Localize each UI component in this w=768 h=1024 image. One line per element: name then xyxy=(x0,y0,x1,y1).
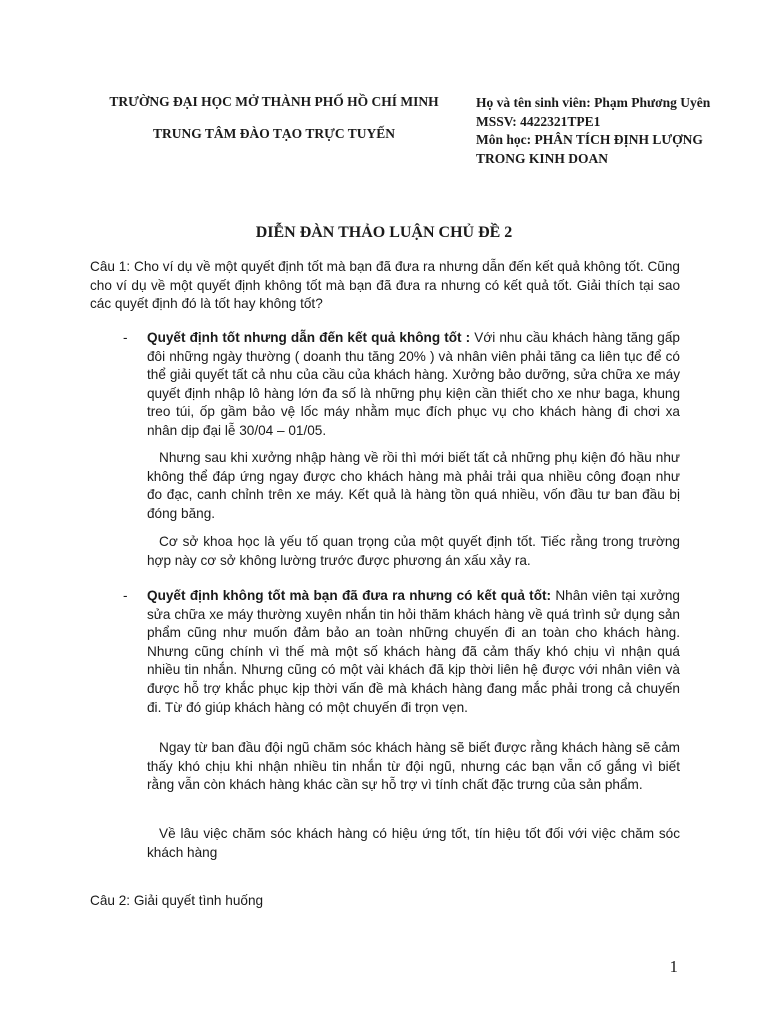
center-name: TRUNG TÂM ĐÀO TẠO TRỰC TUYẾN xyxy=(153,126,395,141)
page-number: 1 xyxy=(669,957,678,976)
bullet-body xyxy=(147,587,680,717)
university-name: TRƯỜNG ĐẠI HỌC MỞ THÀNH PHỐ HỒ CHÍ MINH xyxy=(109,94,439,109)
paragraph-1: Nhưng sau khi xưởng nhập hàng về rồi thì mới biết tất cả những phụ kiện đó hầu như không thể đáp ứng ngay được cho khách hàng mà phải trải qua nhiều công đoạn như đo đạc, canh chỉnh trên xe máy. Kết quả là hàng tồn quá nhiều, vốn đầu tư ban đầu bị đóng băng. xyxy=(147,450,680,521)
student-id: MSSV: 4422321TPE1 xyxy=(476,113,601,129)
header-left xyxy=(82,94,466,142)
bullet-heading: Quyết định không tốt mà bạn đã đưa ra nhưng có kết quả tốt: xyxy=(147,588,552,603)
header-right xyxy=(476,94,716,168)
bullet-item-bad-decision xyxy=(123,587,680,717)
bullet-dash: - xyxy=(123,330,128,345)
paragraph-3: Ngay từ ban đầu đội ngũ chăm sóc khách hàng sẽ biết được rằng khách hàng sẽ cảm thấy khó chịu khi nhận nhiều tin nhắn từ đội ngũ, nhưng các bạn vẫn cố gắng vì biết rằng vẫn còn khách hàng khác cần sự hỗ trợ vì tính chất đặc trưng của sản phẩm. xyxy=(147,740,680,793)
bullet-text: Với nhu cầu khách hàng tăng gấp đôi những ngày thường ( doanh thu tăng 20% ) và nhân viên phải tăng ca liên tục để có thể giải quyết tất cả nhu của cầu của khách hàng. Xưởng bảo dưỡng, sửa chữa xe máy quyết định nhập lô hàng lớn đa số là những phụ kiện cần thiết cho xe như baga, khung treo túi, ốp gầm bảo vệ lốc máy nhằm mục đích phục vụ cho khách hàng đi chơi xa nhân dịp đại lễ 30/04 – 01/05. xyxy=(147,330,680,438)
bullet-text: Nhân viên tại xưởng sửa chữa xe máy thường xuyên nhắn tin hỏi thăm khách hàng về quá trình sử dụng sản phẩm cũng như muốn đảm bảo an toàn những chuyến đi an toàn cho khách hàng. Nhưng cũng chính vì thế mà một số khách hàng đã cảm thấy khó chịu vì nhận quá nhiều tin nhắn. Nhưng cũng có một vài khách đã kịp thời liên hệ được với nhân viên và được hỗ trợ khắc phục kịp thời vấn đề mà khách hàng đang mắc phải trong cả chuyến đi. Từ đó giúp khách hàng có một chuyến đi trọn vẹn. xyxy=(147,588,680,715)
question-1: Câu 1: Cho ví dụ về một quyết định tốt mà bạn đã đưa ra nhưng dẫn đến kết quả không tốt. Cũng cho ví dụ về một quyết định không tốt mà bạn đã đưa ra nhưng có kết quả tốt. Giải thích tại sao các quyết định đó là tốt hay không tốt? xyxy=(90,259,680,312)
bullet-item-good-decision xyxy=(123,329,680,441)
paragraph-2: Cơ sở khoa học là yếu tố quan trọng của một quyết định tốt. Tiếc rằng trong trường hợp này cơ sở không lường trước được phương án xấu xảy ra. xyxy=(147,534,680,568)
document-title: DIỄN ĐÀN THẢO LUẬN CHỦ ĐỀ 2 xyxy=(255,224,513,241)
subject-name: Môn học: PHÂN TÍCH ĐỊNH LƯỢNG TRONG KINH DOAN xyxy=(476,132,703,166)
bullet-heading: Quyết định tốt nhưng dẫn đến kết quả không tốt : xyxy=(147,330,471,345)
paragraph-4: Về lâu việc chăm sóc khách hàng có hiệu ứng tốt, tín hiệu tốt đối với việc chăm sóc khách hàng xyxy=(147,826,680,860)
bullet-body xyxy=(147,329,680,441)
bullet-dash: - xyxy=(123,588,128,603)
student-name: Họ và tên sinh viên: Phạm Phương Uyên xyxy=(476,95,711,110)
question-2: Câu 2: Giải quyết tình huống xyxy=(90,893,264,908)
